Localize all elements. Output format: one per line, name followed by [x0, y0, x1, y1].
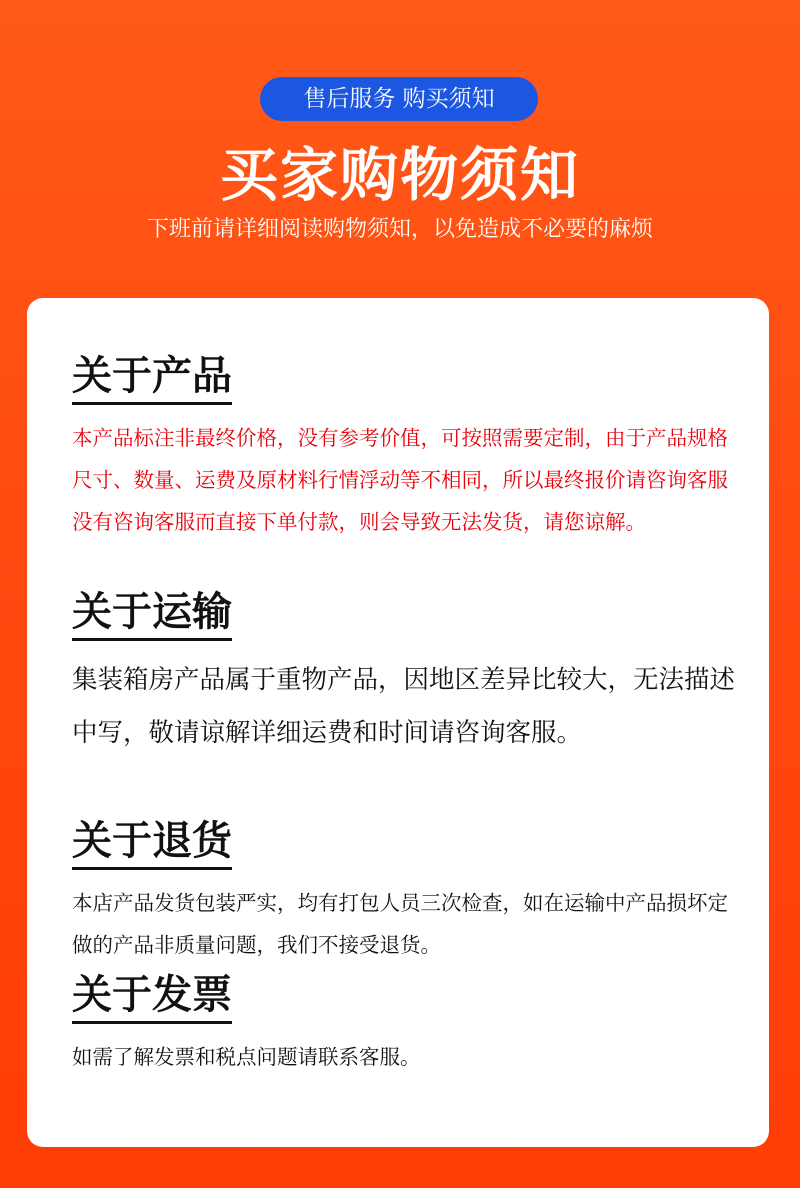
section-body-returns: 本店产品发货包装严实，均有打包人员三次检查，如在运输中产品损坏定做的产品非质量问题，我们不接受退货。 — [72, 891, 728, 957]
header-pill-badge: 售后服务 购买须知 — [260, 77, 538, 121]
section-body-invoice: 如需了解发票和税点问题请联系客服。 — [72, 1045, 421, 1069]
section-heading-product: 关于产品 — [72, 352, 232, 405]
section-heading-returns: 关于退货 — [72, 817, 232, 870]
section-heading-invoice: 关于发票 — [72, 971, 232, 1024]
page-title: 买家购物须知 — [219, 141, 580, 209]
section-heading-shipping: 关于运输 — [72, 588, 232, 641]
page-subtitle: 下班前请详细阅读购物须知，以免造成不必要的麻烦 — [146, 217, 653, 242]
section-body-product: 本产品标注非最终价格，没有参考价值，可按照需要定制，由于产品规格尺寸、数量、运费及原材料行情浮动等不相同，所以最终报价请咨询客服没有咨询客服而直接下单付款，则会导致无法发货，请您谅解。 — [72, 426, 728, 534]
section-body-shipping: 集装箱房产品属于重物产品，因地区差异比较大，无法描述中写，敬请谅解详细运费和时间请咨询客服。 — [72, 665, 736, 748]
